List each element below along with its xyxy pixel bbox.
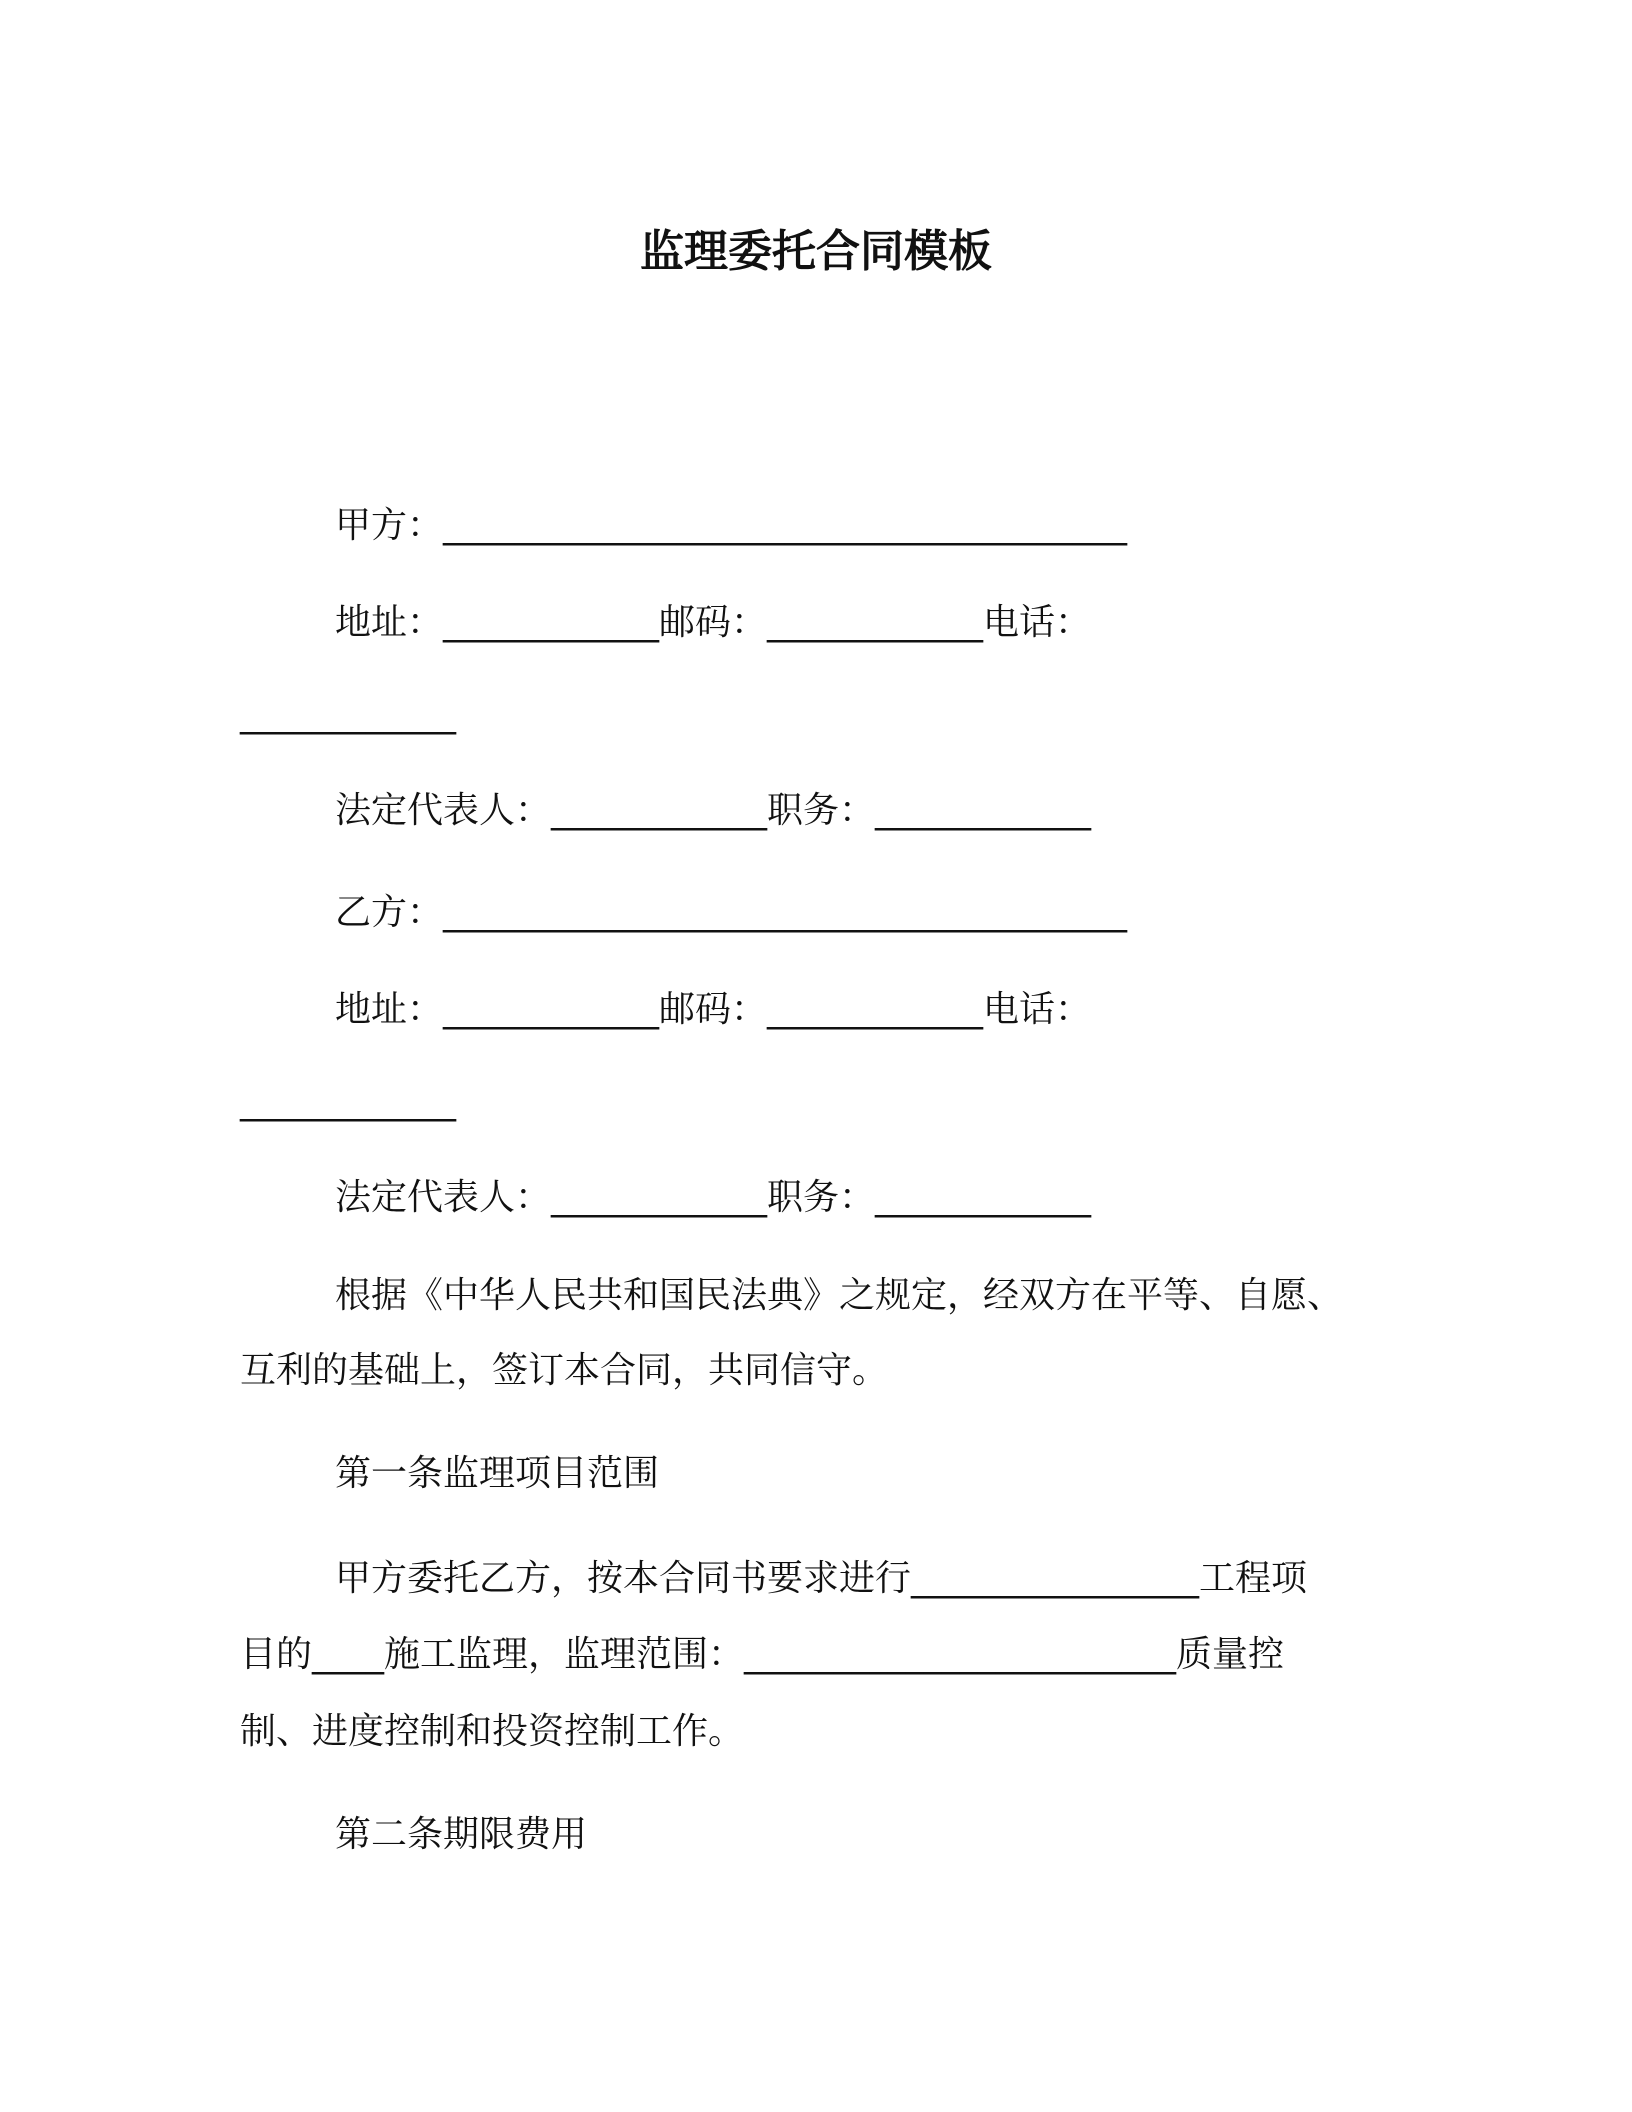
party-b-representative-line: 法定代表人：____________职务：____________ — [335, 1177, 1092, 1218]
article-1-line-3: 制、进度控制和投资控制工作。 — [240, 1711, 745, 1752]
party-a-address-line: 地址：____________邮码：____________电话： — [335, 602, 1092, 643]
document-title: 监理委托合同模板 — [640, 226, 992, 277]
party-a-phone-blank: ____________ — [240, 694, 456, 735]
preamble-line-1: 根据《中华人民共和国民法典》之规定，经双方在平等、自愿、 — [335, 1275, 1344, 1316]
party-a-representative-line: 法定代表人：____________职务：____________ — [335, 790, 1092, 831]
article-1-line-2: 目的____施工监理，监理范围：________________________质量控 — [240, 1634, 1285, 1675]
article-2-heading: 第二条期限费用 — [335, 1814, 588, 1855]
party-b-address-line: 地址：____________邮码：____________电话： — [335, 989, 1092, 1030]
party-b-name-line: 乙方：______________________________________ — [335, 892, 1128, 933]
party-a-name-line: 甲方：______________________________________ — [335, 505, 1128, 546]
article-1-line-1: 甲方委托乙方，按本合同书要求进行________________工程项 — [335, 1558, 1308, 1599]
article-1-heading: 第一条监理项目范围 — [335, 1453, 660, 1494]
party-b-phone-blank: ____________ — [240, 1081, 456, 1122]
preamble-line-2: 互利的基础上，签订本合同，共同信守。 — [240, 1350, 889, 1391]
